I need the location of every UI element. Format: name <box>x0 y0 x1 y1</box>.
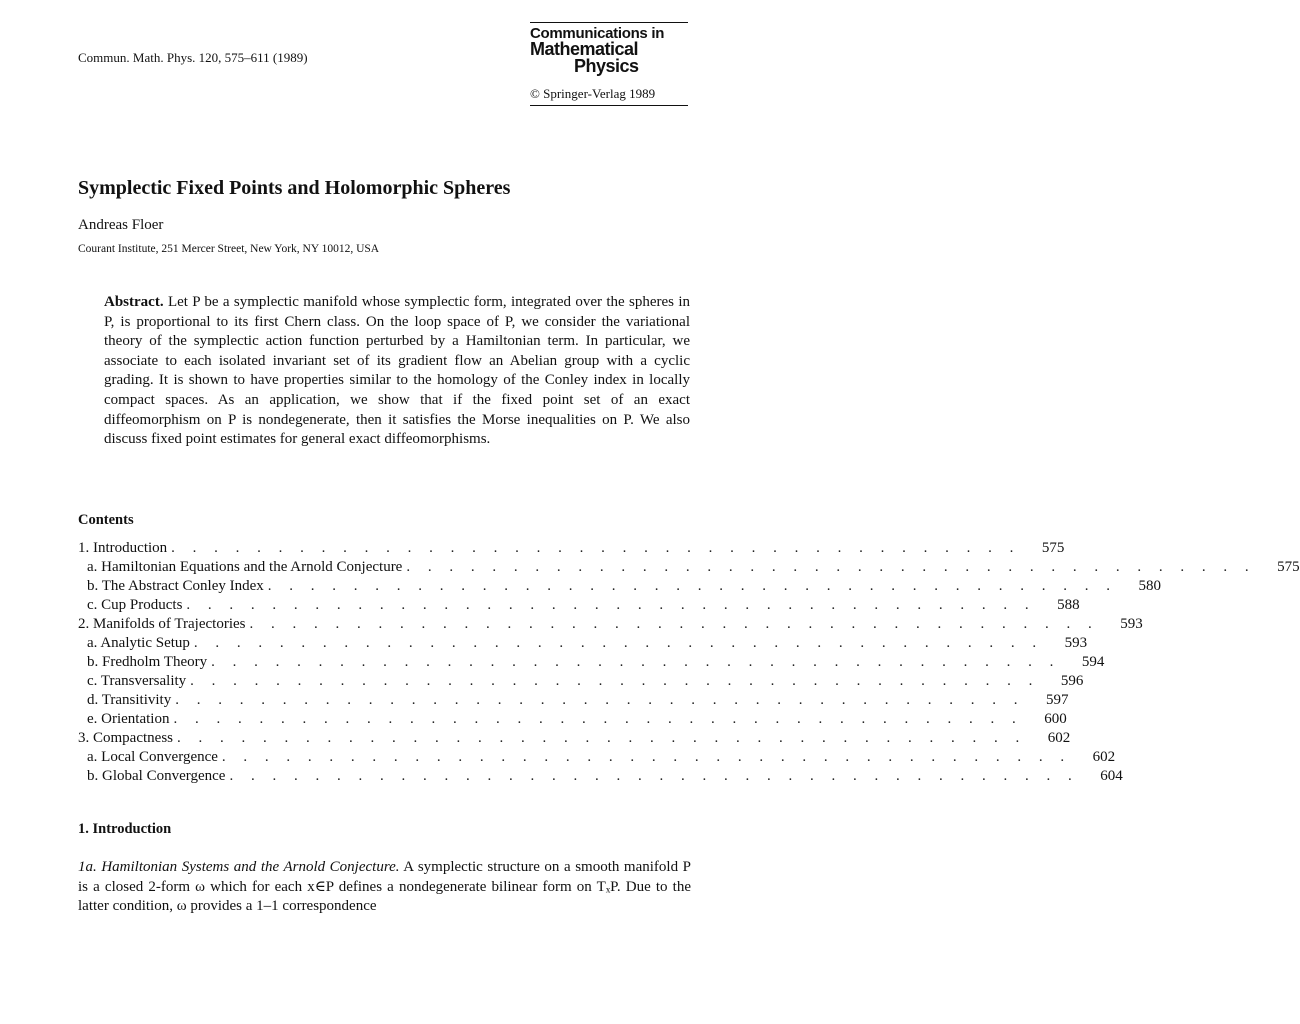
abstract <box>104 293 690 450</box>
toc-label: e. Orientation <box>87 711 170 727</box>
toc-leader: . . . . . . . . . . . . . . . . . . . . . . . . . . . . . . . . . . . . . . . . <box>177 730 1027 746</box>
toc-entry[interactable] <box>78 748 1116 767</box>
logo-top-rule <box>530 22 688 23</box>
toc-leader: . . . . . . . . . . . . . . . . . . . . . . . . . . . . . . . . . . . . . . . . <box>249 616 1099 632</box>
toc-entry[interactable] <box>78 634 1088 653</box>
paper-author: Andreas Floer <box>78 217 164 233</box>
toc-leader: . . . . . . . . . . . . . . . . . . . . . . . . . . . . . . . . . . . . . . . . <box>229 768 1079 784</box>
table-of-contents <box>78 539 1300 786</box>
logo-line-1: Communications in <box>530 25 665 42</box>
toc-page: 580 <box>1138 578 1162 594</box>
copyright-text: © Springer-Verlag 1989 <box>530 86 656 101</box>
toc-page: 593 <box>1064 635 1088 651</box>
toc-entry[interactable] <box>78 691 1069 710</box>
toc-entry[interactable] <box>78 729 1071 748</box>
abstract-label: Abstract. <box>104 294 164 310</box>
toc-page: 602 <box>1047 730 1071 746</box>
author-affiliation: Courant Institute, 251 Mercer Street, New York, NY 10012, USA <box>78 243 380 255</box>
copyright-block <box>530 86 690 106</box>
toc-page: 602 <box>1092 749 1116 765</box>
abstract-text: Let P be a symplectic manifold whose symplectic form, integrated over the spheres in P, is proportional to its first Chern class. On the loop space of P, we consider the variational theory of the symplectic action function perturbed by a Hamiltonian term. In particular, we associate to each isolated invariant set of its gradient flow an Abelian group with a cyclic grading. It is shown to have properties similar to the homology of the Conley index in locally compact spaces. As an application, we show that if the fixed point set of an exact diffeomorphism on P is nondegenerate, then it satisfies the Morse inequalities on P. We also discuss fixed point estimates for general exact diffeomorphisms. <box>104 294 691 448</box>
toc-entry[interactable] <box>78 558 1300 577</box>
toc-label: a. Local Convergence <box>87 749 218 765</box>
toc-leader: . . . . . . . . . . . . . . . . . . . . . . . . . . . . . . . . . . . . . . . . <box>175 692 1025 708</box>
toc-leader: . . . . . . . . . . . . . . . . . . . . . . . . . . . . . . . . . . . . . . . . <box>211 654 1061 670</box>
toc-label: b. Global Convergence <box>87 768 226 784</box>
toc-page: 588 <box>1057 597 1080 613</box>
logo-line-2: Mathematical <box>530 39 639 59</box>
introduction-text: A symplectic structure on a smooth manifold P is a closed 2-form ω which for each x∈P defines a nondegenerate bilinear form on TₓP. Due to the latter condition, ω provides a 1–1 correspondence <box>78 859 691 914</box>
journal-logo <box>530 22 690 75</box>
toc-label: c. Transversality <box>87 673 187 689</box>
toc-leader: . . . . . . . . . . . . . . . . . . . . . . . . . . . . . . . . . . . . . . . . <box>267 578 1118 594</box>
introduction-paragraph <box>78 858 691 917</box>
toc-label: 2. Manifolds of Trajectories <box>78 616 246 632</box>
toc-leader: . . . . . . . . . . . . . . . . . . . . . . . . . . . . . . . . . . . . . . . . <box>186 597 1036 613</box>
toc-page: 604 <box>1100 768 1123 784</box>
toc-label: a. Hamiltonian Equations and the Arnold Conjecture <box>87 559 403 575</box>
toc-leader: . . . . . . . . . . . . . . . . . . . . . . . . . . . . . . . . . . . . . . . . <box>173 711 1023 727</box>
toc-label: a. Analytic Setup <box>87 635 190 651</box>
toc-page: 575 <box>1041 540 1065 556</box>
toc-label: 3. Compactness <box>78 730 173 746</box>
journal-citation: Commun. Math. Phys. 120, 575–611 (1989) <box>78 50 308 65</box>
toc-entry[interactable] <box>78 710 1067 729</box>
toc-leader: . . . . . . . . . . . . . . . . . . . . . . . . . . . . . . . . . . . . . . . . <box>193 635 1044 651</box>
toc-page: 575 <box>1277 559 1300 575</box>
toc-entry[interactable] <box>78 672 1084 691</box>
toc-entry[interactable] <box>78 615 1143 634</box>
subsection-title: 1a. Hamiltonian Systems and the Arnold Conjecture. <box>78 859 400 875</box>
toc-leader: . . . . . . . . . . . . . . . . . . . . . . . . . . . . . . . . . . . . . . . . <box>221 749 1072 765</box>
toc-entry[interactable] <box>78 577 1162 596</box>
toc-leader: . . . . . . . . . . . . . . . . . . . . . . . . . . . . . . . . . . . . . . . . <box>190 673 1040 689</box>
toc-label: b. The Abstract Conley Index <box>87 578 264 594</box>
contents-heading: Contents <box>78 512 134 528</box>
toc-label: c. Cup Products <box>87 597 183 613</box>
toc-page: 597 <box>1045 692 1069 708</box>
toc-page: 593 <box>1120 616 1143 632</box>
section-heading: 1. Introduction <box>78 821 172 837</box>
toc-page: 600 <box>1044 711 1067 727</box>
toc-page: 594 <box>1081 654 1105 670</box>
toc-label: b. Fredholm Theory <box>87 654 208 670</box>
toc-entry[interactable] <box>78 539 1065 558</box>
toc-entry[interactable] <box>78 767 1123 786</box>
paper-title: Symplectic Fixed Points and Holomorphic Spheres <box>78 177 511 199</box>
toc-leader: . . . . . . . . . . . . . . . . . . . . . . . . . . . . . . . . . . . . . . . . <box>406 559 1256 575</box>
toc-leader: . . . . . . . . . . . . . . . . . . . . . . . . . . . . . . . . . . . . . . . . <box>171 540 1021 556</box>
copyright-rule <box>530 105 688 106</box>
toc-entry[interactable] <box>78 596 1080 615</box>
toc-label: 1. Introduction <box>78 540 168 556</box>
toc-entry[interactable] <box>78 653 1105 672</box>
toc-label: d. Transitivity <box>87 692 172 708</box>
logo-line-3: Physics <box>574 56 639 76</box>
toc-page: 596 <box>1060 673 1084 689</box>
